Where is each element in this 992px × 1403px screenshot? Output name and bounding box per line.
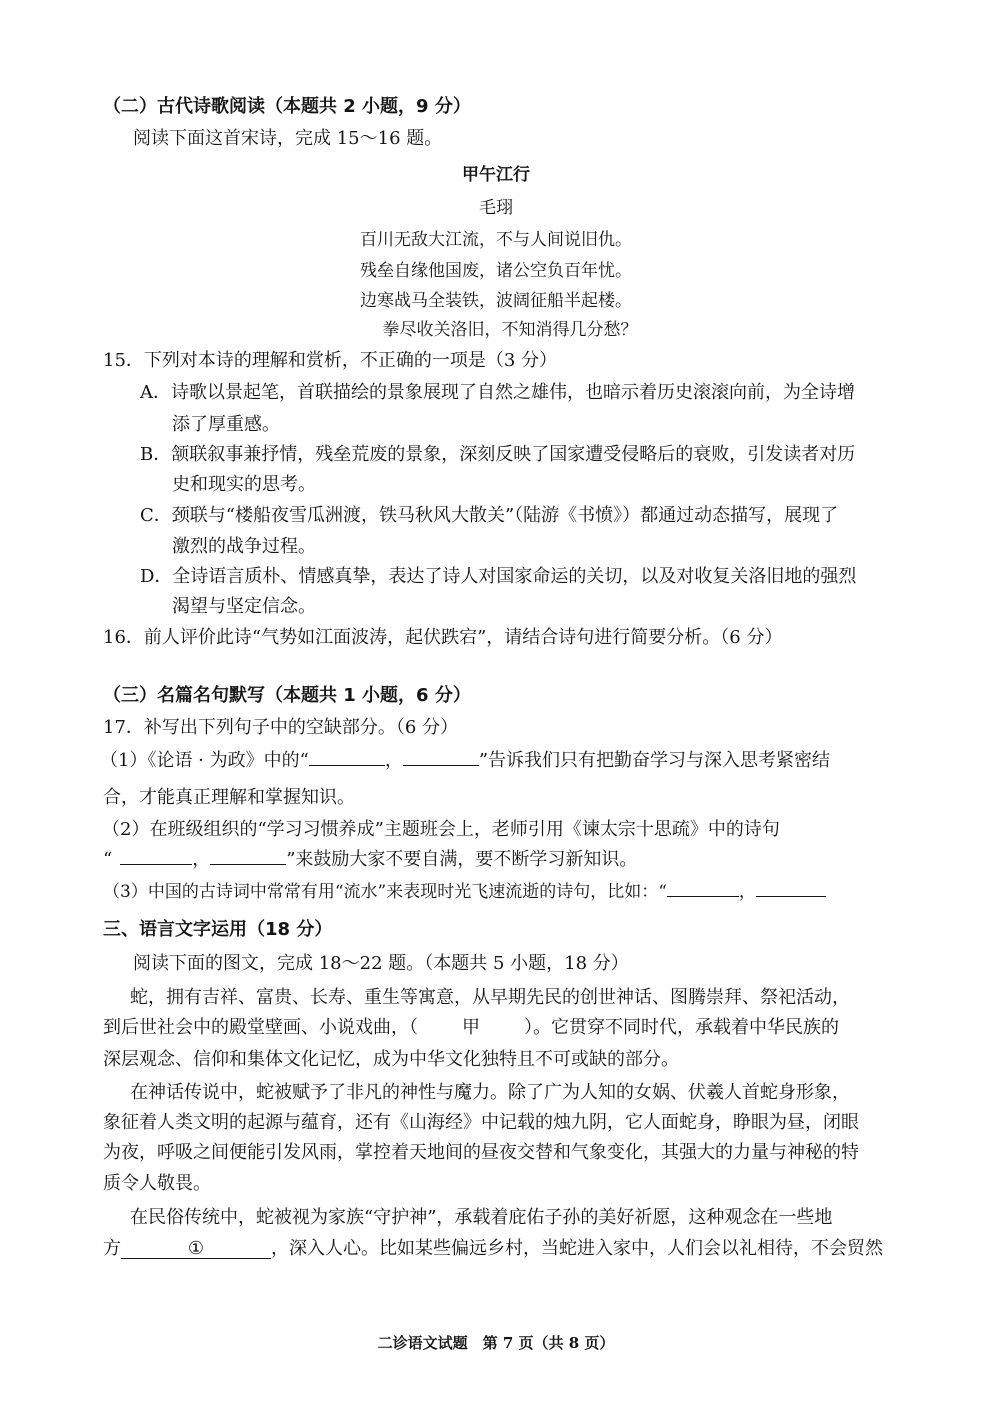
option-d-line2: 渴望与坚定信念。 bbox=[172, 596, 316, 617]
answer-blank[interactable] bbox=[309, 749, 385, 766]
answer-blank[interactable] bbox=[403, 749, 479, 766]
passage-line: 深层观念、信仰和集体文化记忆，成为中华文化独特且不可或缺的部分。 bbox=[103, 1049, 679, 1070]
q17-item1-prefix: （1）《论语 · 为政》中的“ bbox=[100, 750, 309, 771]
poem-line: 百川无敌大江流，不与人间说旧仇。 bbox=[360, 230, 632, 250]
poem-line: 残垒自缘他国废，诸公空负百年忧。 bbox=[360, 261, 632, 281]
q17-item1-line1 bbox=[100, 749, 830, 773]
q17-item1-suffix: ”告诉我们只有把勤奋学习与深入思考紧密结 bbox=[478, 750, 831, 771]
passage-text: 到后世社会中的殿堂壁画、小说戏曲，（ bbox=[103, 1017, 418, 1038]
passage-text: 方 bbox=[103, 1238, 121, 1259]
question-17-stem: 17．补写出下列句子中的空缺部分。（6 分） bbox=[103, 717, 459, 738]
blank-marker-1: ① bbox=[187, 1238, 205, 1259]
section-heading-poetry: （二）古代诗歌阅读（本题共 2 小题，9 分） bbox=[103, 96, 471, 117]
passage-line: 为夜，呼吸之间便能引发风雨，掌控着天地间的昼夜交替和气象变化，其强大的力量与神秘的特 bbox=[103, 1142, 859, 1163]
answer-blank[interactable] bbox=[120, 848, 192, 865]
q17-item2-suffix: ”来鼓励大家不要自满，要不断学习新知识。 bbox=[286, 849, 638, 870]
passage-text: ，深入人心。比如某些偏远乡村，当蛇进入家中，人们会以礼相待，不会贸然 bbox=[271, 1238, 883, 1259]
q17-item3-separator: ， bbox=[738, 882, 756, 902]
option-b-line1: B．颔联叙事兼抒情，残垒荒废的景象，深刻反映了国家遭受侵略后的衰败，引发读者对历 bbox=[140, 444, 856, 465]
q17-item2-line1: （2）在班级组织的“学习习惯养成”主题班会上，老师引用《谏太宗十思疏》中的诗句 bbox=[102, 819, 780, 840]
answer-blank[interactable] bbox=[667, 880, 739, 897]
poem-line: 边寒战马全装铁，波阔征船半起楼。 bbox=[360, 291, 632, 311]
q17-item1-separator: ， bbox=[384, 750, 403, 771]
passage-line: 质令人敬畏。 bbox=[103, 1173, 211, 1194]
passage-line bbox=[103, 1237, 883, 1261]
q17-item2-open-quote: “ bbox=[103, 849, 113, 870]
poem-author: 毛珝 bbox=[479, 198, 513, 218]
passage-line: 蛇，拥有吉祥、富贵、长寿、重生等寓意，从早期先民的创世神话、图腾崇拜、祭祀活动， bbox=[130, 987, 850, 1008]
passage-line: 象征着人类文明的起源与蕴育，还有《山海经》中记载的烛九阴，它人面蛇身，睁眼为昼，闭眼 bbox=[103, 1112, 859, 1133]
section-intro-poetry: 阅读下面这首宋诗，完成 15～16 题。 bbox=[133, 128, 443, 149]
page-footer: 二诊语文试题 第 7 页（共 8 页） bbox=[377, 1334, 615, 1352]
option-c-line2: 激烈的战争过程。 bbox=[172, 536, 316, 557]
option-a-line1: A．诗歌以景起笔，首联描绘的景象展现了自然之雄伟，也暗示着历史滚滚向前，为全诗增 bbox=[140, 382, 855, 403]
option-c-line1: C．颈联与“楼船夜雪瓜洲渡，铁马秋风大散关”（陆游《书愤》）都通过动态描写，展现了 bbox=[140, 505, 839, 526]
q17-item1-line2: 合，才能真正理解和掌握知识。 bbox=[103, 787, 355, 808]
passage-text: ）。它贯穿不同时代，承载着中华民族的 bbox=[524, 1017, 839, 1038]
option-b-line2: 史和现实的思考。 bbox=[172, 474, 316, 495]
q17-item2-separator: ， bbox=[192, 849, 211, 870]
q17-item2-line2 bbox=[103, 848, 637, 872]
section-heading-recitation: （三）名篇名句默写（本题共 1 小题，6 分） bbox=[103, 685, 471, 706]
passage-line: 在神话传说中，蛇被赋予了非凡的神性与魔力。除了广为人知的女娲、伏羲人首蛇身形象， bbox=[130, 1082, 850, 1103]
part-intro-language: 阅读下面的图文，完成 18～22 题。（本题共 5 小题，18 分） bbox=[133, 953, 629, 974]
answer-blank-1[interactable] bbox=[121, 1240, 271, 1259]
answer-blank[interactable] bbox=[210, 848, 286, 865]
question-15-stem: 15．下列对本诗的理解和赏析，不正确的一项是（3 分） bbox=[103, 350, 558, 371]
option-d-line1: D．全诗语言质朴、情感真挚，表达了诗人对国家命运的关切，以及对收复关洛旧地的强烈 bbox=[140, 566, 857, 587]
answer-blank[interactable] bbox=[756, 880, 826, 897]
blank-marker-jia: 甲 bbox=[462, 1017, 480, 1038]
q17-item3-prefix: （3）中国的古诗词中常常有用“流水”来表现时光飞速流逝的诗句，比如：“ bbox=[103, 882, 667, 902]
passage-line bbox=[103, 1016, 839, 1040]
passage-line: 在民俗传统中，蛇被视为家族“守护神”，承载着庇佑子孙的美好祈愿，这种观念在一些地 bbox=[130, 1207, 833, 1228]
poem-title: 甲午江行 bbox=[462, 165, 530, 185]
poem-line: 拳尽收关洛旧，不知消得几分愁？ bbox=[382, 320, 638, 340]
q17-item3 bbox=[103, 880, 826, 904]
option-a-line2: 添了厚重感。 bbox=[172, 414, 280, 435]
question-16: 16．前人评价此诗“气势如江面波涛，起伏跌宕”，请结合诗句进行简要分析。（6 分） bbox=[103, 627, 783, 648]
part-heading-language: 三、语言文字运用（18 分） bbox=[103, 919, 333, 940]
